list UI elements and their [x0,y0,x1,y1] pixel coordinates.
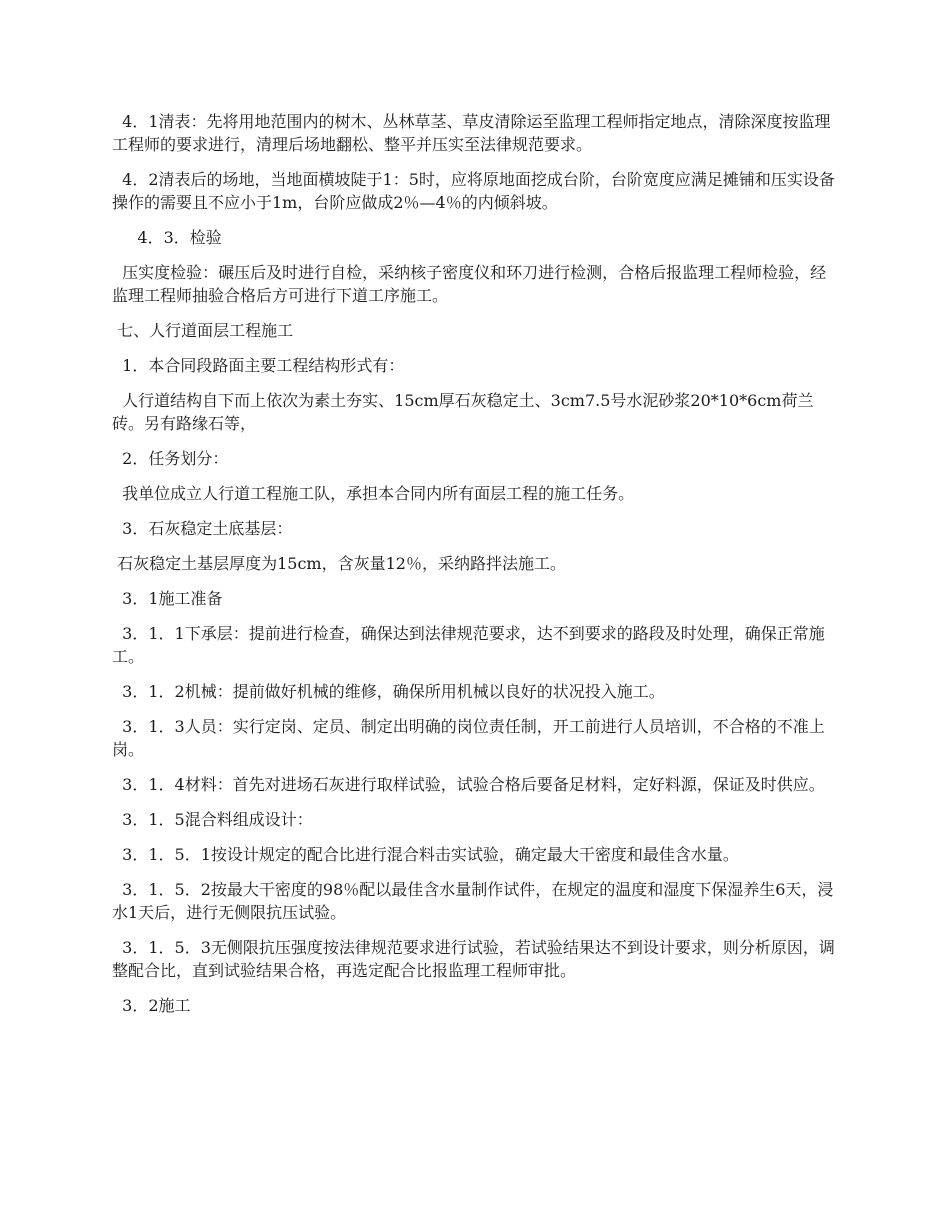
paragraph-3-1-2: 3．1．2机械：提前做好机械的维修，确保所用机械以良好的状况投入施工。 [112,682,665,701]
paragraph-3-1-3: 3．1．3人员：实行定岗、定员、制定出明确的岗位责任制，开工前进行人员培训，不合格的不准上岗。 [112,717,825,759]
heading-3-2-construction: 3．2施工 [112,996,191,1015]
paragraph-3-1-4: 3．1．4材料：首先对进场石灰进行取样试验，试验合格后要备足材料，定好料源，保证及时供应。 [112,775,825,794]
paragraph-4-1-clearing: 4．1清表：先将用地范围内的树木、丛林草茎、草皮清除运至监理工程师指定地点，清除深度按监理工程师的要求进行，清理后场地翻松、整平并压实至法律规范要求。 [112,112,831,154]
heading-1-structure: 1．本合同段路面主要工程结构形式有： [112,356,405,375]
document-body [112,110,838,1029]
paragraph-3-1-5-1: 3．1．5．1按设计规定的配合比进行混合料击实试验，确定最大干密度和最佳含水量。 [112,845,739,864]
paragraph-compaction-inspection: 压实度检验：碾压后及时进行自检，采纳核子密度仪和环刀进行检测，合格后报监理工程师检验，经监理工程师抽验合格后方可进行下道工序施工。 [112,263,827,305]
heading-3-1-5: 3．1．5混合料组成设计： [112,810,313,829]
heading-3-1-preparation: 3．1施工准备 [112,589,223,608]
paragraph-3-1-5-2: 3．1．5．2按最大干密度的98％配以最佳含水量制作试件，在规定的温度和湿度下保湿养生6天，浸水1天后，进行无侧限抗压试验。 [112,880,834,922]
heading-2-task-division: 2．任务划分： [112,449,229,468]
paragraph-3-1-1: 3．1．1下承层：提前进行检查，确保达到法律规范要求，达不到要求的路段及时处理，确保正常施工。 [112,624,825,666]
heading-3-lime-soil: 3．石灰稳定土底基层： [112,519,293,538]
paragraph-3-1-5-3: 3．1．5．3无侧限抗压强度按法律规范要求进行试验，若试验结果达不到设计要求，则分析原因，调整配合比，直到试验结果合格，再选定配合比报监理工程师审批。 [112,938,835,980]
section-heading-7: 七、人行道面层工程施工 [112,321,294,340]
paragraph-task-division: 我单位成立人行道工程施工队，承担本合同内所有面层工程的施工任务。 [112,484,635,503]
paragraph-4-2-steps: 4．2清表后的场地，当地面横坡陡于1：5时，应将原地面挖成台阶，台阶宽度应满足摊铺和压实设备操作的需要且不应小于1m，台阶应做成2％—4％的内倾斜坡。 [112,170,835,212]
heading-4-3-inspection: 4．3．检验 [112,228,222,247]
paragraph-lime-soil: 石灰稳定土基层厚度为15cm，含灰量12％，采纳路拌法施工。 [112,554,566,573]
paragraph-sidewalk-structure: 人行道结构自下而上依次为素土夯实、15cm厚石灰稳定土、3cm7.5号水泥砂浆20*10*6cm荷兰砖。另有路缘石等， [112,391,814,433]
